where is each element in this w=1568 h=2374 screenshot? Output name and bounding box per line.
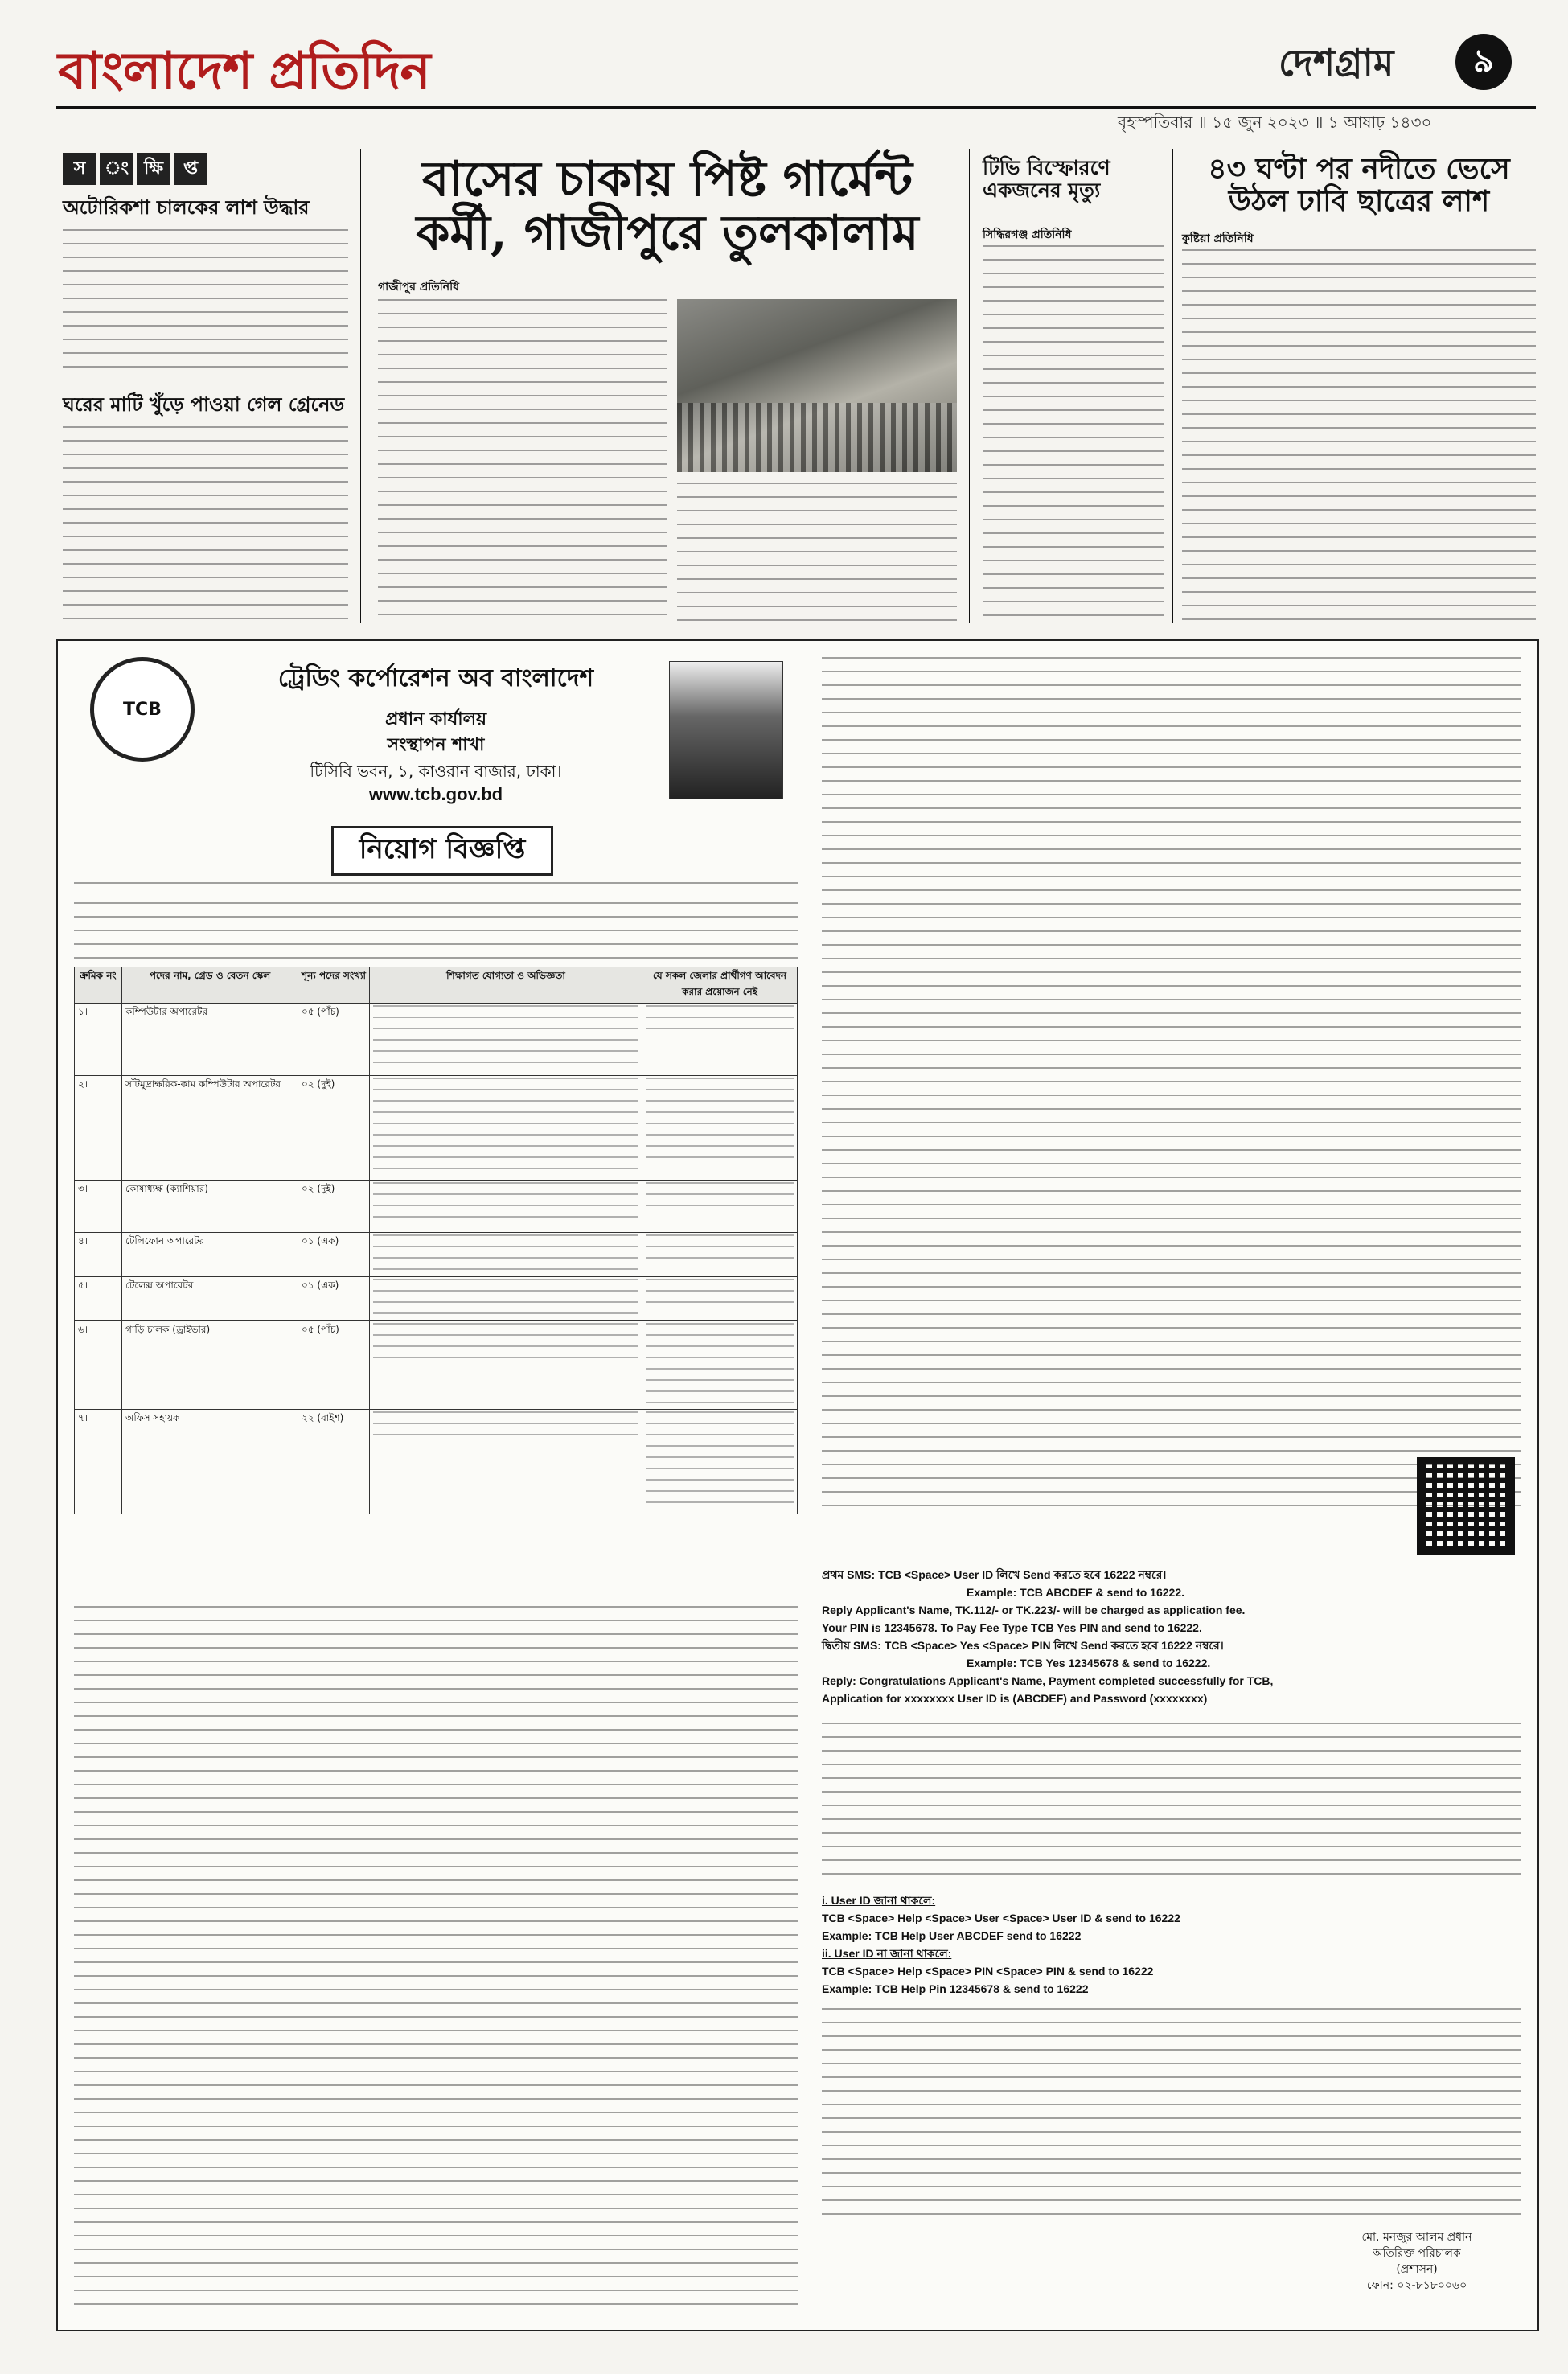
ad-address: টিসিবি ভবন, ১, কাওরান বাজার, ঢাকা। xyxy=(310,762,562,781)
brief-text-2 xyxy=(63,426,348,619)
sms-instructions: প্রথম SMS: TCB <Space> User ID লিখে Send করতে হবে 16222 নম্বরে। Example: TCB ABCDEF & send to 16222. Reply Applicant's Name, TK.112/- or TK.223/- will be charged as application fee. Your PIN is 12345678. To Pay Fee Type TCB Yes PIN and send to 16222. দ্বিতীয় SMS: TCB <Space> Yes <Space> PIN লিখে Send করতে হবে 16222 নম্বরে। Example: TCB Yes 12345678 & send to 16222. Reply: Congratulations Applicant's Name, Payment completed successfully for TCB, Application for xxxxxxxx User ID is (ABCDEF) and Password (xxxxxxxx) xyxy=(822,1568,1274,1705)
tcb-logo: TCB xyxy=(90,657,195,762)
side-story2-byline: কুষ্টিয়া প্রতিনিধি xyxy=(1182,232,1254,245)
lead-text-col2 xyxy=(677,483,957,621)
userid-instructions: i. User ID জানা থাকলে: TCB <Space> Help <Space> User <Space> User ID & send to 16222 Example: TCB Help User ABCDEF send to 16222 ii. User ID না জানা থাকলে: TCB <Space> Help <Space> PIN <Space> PIN & send to 16222 Example: TCB Help Pin 12345678 & send to 16222 xyxy=(822,1894,1180,1995)
lead-photo xyxy=(677,299,957,472)
table-row: ১। কম্পিউটার অপারেটর ০৫ (পাঁচ) xyxy=(75,1004,798,1076)
founder-portrait xyxy=(669,661,783,799)
ad-right-text-1 xyxy=(822,657,1521,1509)
brief-text-1 xyxy=(63,229,348,374)
qr-code xyxy=(1417,1457,1515,1555)
signature-block: মো. মনজুর আলম প্রধান অতিরিক্ত পরিচালক (প্রশাসন) ফোন: ০২-৮১৮০০৬০ xyxy=(1361,2231,1472,2292)
column-divider xyxy=(969,149,970,623)
ad-intro-text xyxy=(74,902,798,959)
newspaper-logo: বাংলাদেশ প্রতিদিন xyxy=(58,41,430,101)
tcb-job-advertisement xyxy=(56,639,1539,2331)
side-story1-byline: সিদ্ধিরগঞ্জ প্রতিনিধি xyxy=(983,228,1072,241)
table-row: ৪। টেলিফোন অপারেটর ০১ (এক) xyxy=(75,1233,798,1277)
ad-right-text-2 xyxy=(822,1723,1521,1883)
brief-title-1: অটোরিকশা চালকের লাশ উদ্ধার xyxy=(63,195,310,219)
table-row: ৩। কোষাধ্যক্ষ (ক্যাশিয়ার) ০২ (দুই) xyxy=(75,1181,798,1233)
jobs-table-header: ক্রমিক নং পদের নাম, গ্রেড ও বেতন স্কেল শূন্য পদের সংখ্যা শিক্ষাগত যোগ্যতা ও অভিজ্ঞতা যে সকল জেলার প্রার্থীগণ আবেদন করার প্রয়োজন নেই xyxy=(75,967,798,1004)
lead-byline: গাজীপুর প্রতিনিধি xyxy=(378,281,460,294)
lead-headline: বাসের চাকায় পিষ্ট গার্মেন্ট কর্মী, গাজীপুরে তুলকালাম xyxy=(416,151,919,262)
masthead-rule xyxy=(56,106,1536,109)
side-story1-headline: টিভি বিস্ফোরণে একজনের মৃত্যু xyxy=(983,156,1110,202)
column-divider xyxy=(360,149,361,623)
section-name: দেশগ্রাম xyxy=(1279,41,1394,84)
column-divider xyxy=(1172,149,1173,623)
ad-org-name: ট্রেডিং কর্পোরেশন অব বাংলাদেশ xyxy=(277,664,594,692)
ad-website: www.tcb.gov.bd xyxy=(368,784,503,804)
ad-right-text-3 xyxy=(822,2008,1521,2225)
ad-ref-line xyxy=(74,882,798,895)
brief-title-2: ঘরের মাটি খুঁড়ে পাওয়া গেল গ্রেনেড xyxy=(63,392,345,416)
dateline: বৃহস্পতিবার ॥ ১৫ জুন ২০২৩ ॥ ১ আষাঢ় ১৪৩০ xyxy=(1118,113,1432,132)
brief-label: স ং ক্ষি প্ত xyxy=(63,153,207,185)
ad-title: নিয়োগ বিজ্ঞপ্তি xyxy=(331,826,553,876)
side-story2-headline: ৪৩ ঘণ্টা পর নদীতে ভেসে উঠল ঢাবি ছাত্রের লাশ xyxy=(1208,152,1510,219)
table-row: ৫। টেলেক্স অপারেটর ০১ (এক) xyxy=(75,1277,798,1321)
ad-branch: সংস্থাপন শাখা xyxy=(387,735,485,755)
table-row: ৭। অফিস সহায়ক ২২ (বাইশ) xyxy=(75,1410,798,1514)
side-story2-text xyxy=(1182,249,1536,621)
ad-conditions-text xyxy=(74,1606,798,2314)
table-row: ২। সাঁটমুদ্রাক্ষরিক-কাম কম্পিউটার অপারেটর ০২ (দুই) xyxy=(75,1076,798,1181)
page-number: ৯ xyxy=(1455,34,1512,90)
lead-text-col1 xyxy=(378,299,667,621)
table-row: ৬। গাড়ি চালক (ড্রাইভার) ০৫ (পাঁচ) xyxy=(75,1321,798,1410)
jobs-table xyxy=(74,967,798,1514)
ad-office: প্রধান কার্যালয় xyxy=(384,709,487,729)
side-story1-text xyxy=(983,245,1164,621)
